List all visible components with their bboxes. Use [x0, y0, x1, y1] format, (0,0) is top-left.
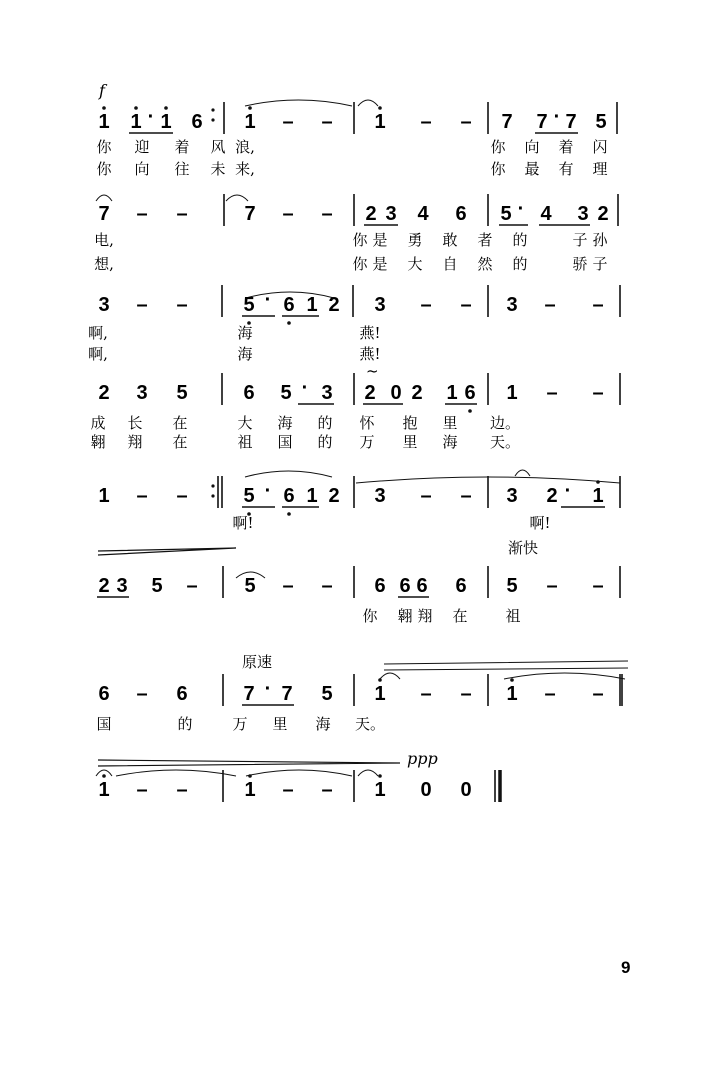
score-rows	[88, 102, 622, 802]
lyric-syllable: 的	[317, 414, 333, 432]
slur	[245, 471, 332, 477]
lyric-syllable: 在	[452, 607, 468, 625]
high-octave-dot	[102, 774, 106, 778]
score-row	[90, 373, 620, 451]
note: 7	[281, 683, 293, 705]
note: 2	[365, 203, 377, 225]
lyric-syllable: 啊!	[232, 514, 254, 532]
lyric-syllable: 燕!	[359, 324, 381, 342]
measure	[506, 285, 620, 317]
note: 3	[385, 203, 397, 225]
lyric-syllable: 你	[96, 160, 112, 178]
sustain-dash: –	[136, 485, 148, 507]
note: 6	[416, 575, 428, 597]
note: 6	[283, 294, 295, 316]
high-octave-dot	[510, 678, 514, 682]
lyric-syllable: 国	[277, 433, 293, 451]
lyric-syllable: 祖	[505, 607, 521, 625]
note: 1	[306, 485, 318, 507]
accelerando-marking: 渐快	[508, 539, 539, 557]
score-row	[98, 476, 620, 532]
note: 0	[420, 779, 432, 801]
measure	[374, 102, 488, 134]
lyric-syllable: 万	[359, 433, 375, 451]
dotted-rhythm: ·	[517, 198, 525, 220]
note: 1	[446, 382, 458, 404]
note: 5	[151, 575, 163, 597]
note: 5	[595, 111, 607, 133]
sustain-dash: –	[321, 779, 333, 801]
hairpin	[384, 661, 628, 670]
measure	[500, 194, 618, 226]
measure	[98, 194, 224, 226]
high-octave-dot	[102, 106, 106, 110]
lyric-syllable: 长	[127, 414, 143, 432]
sustain-dash: –	[460, 111, 472, 133]
note: 5	[321, 683, 333, 705]
note: 1	[244, 111, 256, 133]
dynamic-forte: f	[99, 81, 105, 100]
measure	[506, 476, 620, 508]
measure	[501, 102, 617, 134]
sustain-dash: –	[136, 683, 148, 705]
sustain-dash: –	[176, 203, 188, 225]
note: 5	[243, 485, 255, 507]
note: 2	[411, 382, 423, 404]
measure	[365, 194, 488, 226]
measure	[98, 102, 224, 134]
note: 4	[417, 203, 429, 225]
dotted-rhythm: ·	[564, 480, 572, 502]
lyric-line	[94, 255, 607, 273]
lyric-syllable: 翱	[397, 607, 413, 625]
measure	[98, 674, 223, 706]
note: 1	[98, 485, 110, 507]
note: 3	[374, 294, 386, 316]
score-row	[88, 285, 620, 363]
lyric-syllable: 里	[442, 414, 458, 432]
lyric-syllable: 子	[572, 231, 588, 249]
dotted-rhythm: ·	[264, 289, 272, 311]
measure	[98, 476, 222, 508]
note: 3	[577, 203, 589, 225]
lyric-syllable: 在	[172, 414, 188, 432]
note: 2	[98, 575, 110, 597]
sustain-dash: –	[136, 779, 148, 801]
hairpin	[98, 548, 236, 555]
note: 3	[506, 485, 518, 507]
note: 1	[374, 779, 386, 801]
measure	[98, 770, 223, 802]
lyric-syllable: 向	[524, 138, 540, 156]
note: 1	[506, 683, 518, 705]
low-octave-dot	[287, 321, 291, 325]
note: 3	[98, 294, 110, 316]
note: 3	[321, 382, 333, 404]
measure	[244, 102, 354, 134]
lyric-syllable: 骄	[572, 255, 588, 273]
lyric-syllable: 海	[237, 345, 253, 363]
note: 1	[374, 111, 386, 133]
score-row	[98, 770, 500, 802]
measure	[244, 770, 354, 802]
sustain-dash: –	[460, 683, 472, 705]
repeat-dot	[211, 494, 214, 497]
measure	[243, 476, 354, 508]
note: 5	[280, 382, 292, 404]
lyric-syllable: 里	[402, 433, 418, 451]
repeat-dot	[211, 108, 214, 111]
lyric-syllable: 成	[90, 414, 106, 432]
note: 2	[328, 485, 340, 507]
sustain-dash: –	[592, 382, 604, 404]
sustain-dash: –	[321, 111, 333, 133]
lyric-syllable: 抱	[402, 414, 418, 432]
lyric-syllable: 大	[237, 414, 253, 432]
high-octave-dot	[378, 774, 382, 778]
lyric-syllable: 你	[352, 255, 368, 273]
lyric-syllable: 天。	[489, 433, 521, 451]
note: 6	[243, 382, 255, 404]
lyric-syllable: 大	[407, 255, 423, 273]
lyric-syllable: 然	[477, 255, 493, 273]
note: 6	[191, 111, 203, 133]
note: 1	[306, 294, 318, 316]
lyric-syllable: 翔	[127, 433, 143, 451]
lyric-syllable: 燕!	[359, 345, 381, 363]
lyric-syllable: 啊!	[529, 514, 551, 532]
note: 6	[98, 683, 110, 705]
sustain-dash: –	[176, 294, 188, 316]
sustain-dash: –	[176, 779, 188, 801]
lyric-syllable: 迎	[134, 138, 150, 156]
note: 3	[506, 294, 518, 316]
note: 3	[374, 485, 386, 507]
lyric-syllable: 啊,	[88, 345, 108, 363]
sustain-dash: –	[136, 203, 148, 225]
note: 2	[597, 203, 609, 225]
lyric-line	[96, 715, 385, 733]
note: 2	[546, 485, 558, 507]
measure	[374, 770, 500, 802]
lyric-line	[90, 433, 520, 451]
high-octave-dot	[164, 106, 168, 110]
note: 7	[244, 203, 256, 225]
note: 7	[565, 111, 577, 133]
lyric-syllable: 来,	[235, 160, 255, 178]
note: 3	[136, 382, 148, 404]
lyric-syllable: 你	[490, 160, 506, 178]
measure	[374, 285, 488, 317]
lyric-line	[232, 514, 550, 532]
lyric-syllable: 自	[442, 255, 458, 273]
sustain-dash: –	[282, 575, 294, 597]
note: 5	[243, 294, 255, 316]
lyric-syllable: 最	[524, 160, 540, 178]
score-row	[98, 566, 620, 625]
sustain-dash: –	[186, 575, 198, 597]
lyric-syllable: 浪,	[235, 138, 255, 156]
lyric-syllable: 着	[174, 138, 190, 156]
sustain-dash: –	[420, 294, 432, 316]
sustain-dash: –	[282, 779, 294, 801]
note: 7	[501, 111, 513, 133]
slur	[96, 195, 112, 201]
sustain-dash: –	[546, 382, 558, 404]
note: 1	[244, 779, 256, 801]
note: 1	[130, 111, 142, 133]
dotted-rhythm: ·	[553, 106, 561, 128]
lyric-syllable: 者	[477, 231, 493, 249]
note: 7	[98, 203, 110, 225]
lyric-syllable: 往	[174, 160, 190, 178]
measure	[374, 566, 488, 598]
lyric-line	[94, 231, 608, 249]
note: 0	[460, 779, 472, 801]
lyric-syllable: 勇	[407, 231, 423, 249]
note: 3	[116, 575, 128, 597]
note: 5	[176, 382, 188, 404]
repeat-dot	[211, 118, 214, 121]
tempo-primo-marking: 原速	[242, 653, 273, 671]
lyric-line	[96, 160, 607, 178]
low-octave-dot	[287, 512, 291, 516]
lyric-syllable: 的	[177, 715, 193, 733]
slur	[380, 673, 400, 679]
low-octave-dot	[468, 409, 472, 413]
sustain-dash: –	[136, 294, 148, 316]
lyric-syllable: 在	[172, 433, 188, 451]
measure	[506, 674, 622, 706]
score-row	[94, 194, 618, 273]
lyric-syllable: 闪	[592, 138, 608, 156]
note: 6	[283, 485, 295, 507]
note: 1	[506, 382, 518, 404]
lyric-syllable: 怀	[359, 414, 375, 432]
note: 2	[328, 294, 340, 316]
sustain-dash: –	[420, 683, 432, 705]
page-number: 9	[621, 958, 631, 977]
note: 7	[536, 111, 548, 133]
lyric-syllable: 国	[96, 715, 112, 733]
measure	[243, 674, 354, 706]
measure	[243, 373, 354, 405]
sustain-dash: –	[460, 485, 472, 507]
slur	[246, 770, 352, 776]
slur	[504, 673, 625, 679]
lyric-syllable: 有	[558, 160, 574, 178]
lyric-syllable: 你	[352, 231, 368, 249]
lyric-syllable: 想,	[94, 255, 114, 273]
note: 2	[98, 382, 110, 404]
slur	[245, 100, 352, 106]
sustain-dash: –	[544, 683, 556, 705]
note: 6	[374, 575, 386, 597]
dynamic-pianississimo: ppp	[407, 749, 438, 768]
high-octave-dot	[378, 106, 382, 110]
high-octave-dot	[248, 106, 252, 110]
measure	[98, 285, 222, 317]
lyric-syllable: 未	[210, 160, 226, 178]
lyric-syllable: 海	[315, 715, 331, 733]
slur	[116, 770, 236, 776]
note: 6	[464, 382, 476, 404]
lyric-syllable: 你	[490, 138, 506, 156]
sustain-dash: –	[176, 485, 188, 507]
slur	[515, 470, 530, 476]
note: 1	[98, 779, 110, 801]
lyric-syllable: 向	[134, 160, 150, 178]
lyric-syllable: 海	[237, 324, 253, 342]
note: 6	[455, 575, 467, 597]
sustain-dash: –	[592, 575, 604, 597]
note: 1	[98, 111, 110, 133]
note: 5	[244, 575, 256, 597]
note: 0	[390, 382, 402, 404]
sustain-dash: –	[592, 683, 604, 705]
dotted-rhythm: ·	[301, 377, 309, 399]
lyric-syllable: 天。	[354, 715, 386, 733]
lyric-syllable: 敢	[442, 231, 458, 249]
lyric-syllable: 的	[512, 255, 528, 273]
lyric-line	[88, 345, 380, 363]
lyric-syllable: 翱	[90, 433, 106, 451]
sustain-dash: –	[420, 111, 432, 133]
sustain-dash: –	[460, 294, 472, 316]
sustain-dash: –	[546, 575, 558, 597]
note: 1	[374, 683, 386, 705]
measure	[98, 373, 222, 405]
lyric-syllable: 是	[372, 255, 388, 273]
sustain-dash: –	[420, 485, 432, 507]
note: 7	[243, 683, 255, 705]
lyric-syllable: 的	[317, 433, 333, 451]
lyric-line	[362, 607, 520, 625]
dotted-rhythm: ·	[147, 106, 155, 128]
lyric-syllable: 你	[96, 138, 112, 156]
dotted-rhythm: ·	[264, 480, 272, 502]
lyric-line	[90, 414, 520, 432]
measure	[244, 566, 354, 598]
lyric-syllable: 是	[372, 231, 388, 249]
sustain-dash: –	[544, 294, 556, 316]
lyric-syllable: 万	[232, 715, 248, 733]
dotted-rhythm: ·	[264, 678, 272, 700]
lyric-line	[96, 138, 607, 156]
high-octave-dot	[134, 106, 138, 110]
note: 5	[506, 575, 518, 597]
lyric-syllable: 电,	[94, 231, 114, 249]
note: 4	[540, 203, 552, 225]
lyric-syllable: 风	[210, 138, 226, 156]
measure	[243, 285, 353, 317]
note: 6	[176, 683, 188, 705]
note: 1	[592, 485, 604, 507]
lyric-line	[88, 324, 380, 342]
lyric-syllable: 海	[277, 414, 293, 432]
sustain-dash: –	[592, 294, 604, 316]
measure	[506, 373, 620, 405]
sustain-dash: –	[321, 203, 333, 225]
hairpin	[98, 760, 400, 766]
lyric-syllable: 孙	[592, 231, 608, 249]
lyric-syllable: 啊,	[88, 324, 108, 342]
measure	[364, 373, 488, 405]
score-row	[96, 102, 617, 178]
lyric-syllable: 着	[558, 138, 574, 156]
note: 1	[160, 111, 172, 133]
note: 5	[500, 203, 512, 225]
turn-mark: ~	[366, 362, 379, 380]
slur	[358, 100, 378, 106]
slur	[226, 195, 248, 201]
lyric-syllable: 边。	[489, 414, 521, 432]
measure	[244, 194, 354, 226]
measure	[98, 566, 223, 598]
slur	[358, 770, 378, 776]
repeat-dot	[211, 484, 214, 487]
lyric-syllable: 你	[362, 607, 378, 625]
score-row	[96, 674, 622, 733]
lyric-syllable: 翔	[417, 607, 433, 625]
lyric-syllable: 海	[442, 433, 458, 451]
note: 6	[455, 203, 467, 225]
note: 6	[399, 575, 411, 597]
measure	[506, 566, 620, 598]
lyric-syllable: 理	[592, 160, 608, 178]
sustain-dash: –	[282, 203, 294, 225]
lyric-syllable: 子	[592, 255, 608, 273]
lyric-syllable: 里	[272, 715, 288, 733]
lyric-syllable: 祖	[237, 433, 253, 451]
sustain-dash: –	[321, 575, 333, 597]
measure	[374, 476, 488, 508]
lyric-syllable: 的	[512, 231, 528, 249]
measure	[374, 674, 488, 706]
sustain-dash: –	[282, 111, 294, 133]
note: 2	[364, 382, 376, 404]
